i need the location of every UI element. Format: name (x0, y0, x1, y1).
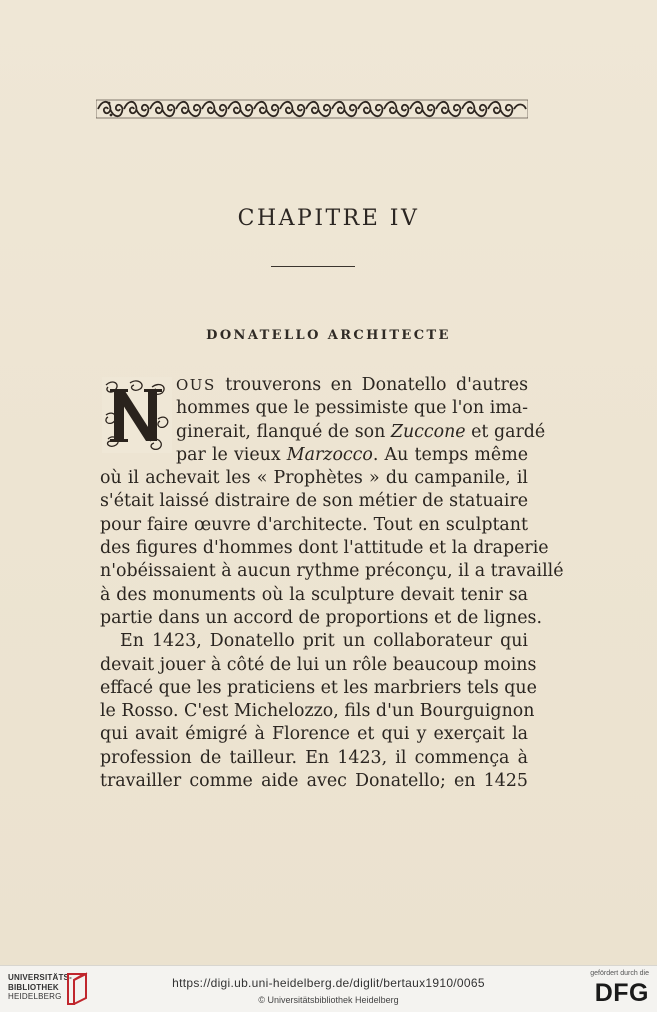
viewer-footer (0, 965, 657, 1012)
library-logo-text[interactable]: UNIVERSITÄTS- BIBLIOTHEK HEIDELBERG (8, 973, 72, 1001)
copyright-notice: © Universitätsbibliothek Heidelberg (258, 995, 399, 1005)
text-line: travailler comme aide avec Donatello; en 1425 (100, 771, 528, 792)
text-line: par le vieux Marzocco. Au temps même (176, 444, 528, 465)
text-line: où il achevait les « Prophètes » du campanile, il (100, 468, 528, 489)
text-line: des figures d'hommes dont l'attitude et la draperie (100, 538, 549, 559)
text-line: le Rosso. C'est Michelozzo, fils d'un Bourguignon (100, 701, 535, 722)
text-line: n'obéissaient à aucun rythme préconçu, il a travaillé (100, 561, 564, 582)
text-line: hommes que le pessimiste que l'on ima- (176, 398, 528, 419)
funding-note: gefördert durch die (590, 970, 649, 977)
chapter-title: CHAPITRE IV (237, 206, 420, 231)
text-line: qui avait émigré à Florence et qui y exerçait la (100, 724, 528, 745)
text-line: pour faire œuvre d'architecte. Tout en sculptant (100, 514, 528, 535)
text-line: partie dans un accord de proportions et de lignes. (100, 607, 542, 628)
text-line: s'était laissé distraire de son métier de statuaire (100, 491, 529, 512)
text-line: ginerait, flanqué de son Zuccone et gardé (176, 421, 546, 442)
text-line: devait jouer à côté de lui un rôle beaucoup moins (100, 654, 537, 675)
dfg-logo[interactable]: DFG (594, 979, 649, 1007)
italic-title: Zuccone (390, 421, 466, 442)
text-line: profession de tailleur. En 1423, il commença à (100, 747, 528, 768)
text-line: En 1423, Donatello prit un collaborateur qui (120, 631, 528, 652)
decorative-header-band-icon (96, 94, 528, 124)
chapter-body (100, 374, 564, 793)
dropcap-continuation: OUS (176, 376, 216, 394)
italic-title: Marzocco (286, 444, 373, 465)
section-title: DONATELLO ARCHITECTE (206, 328, 451, 343)
text-line: à des monuments où la sculpture devait tenir sa (100, 584, 528, 605)
permalink-url[interactable]: https://digi.ub.uni-heidelberg.de/diglit/bertaux1910/0065 (172, 976, 485, 990)
title-divider (271, 266, 355, 267)
text-line: effacé que les praticiens et les marbriers tels que (100, 677, 537, 698)
text-line: OUS trouverons en Donatello d'autres (176, 375, 528, 395)
